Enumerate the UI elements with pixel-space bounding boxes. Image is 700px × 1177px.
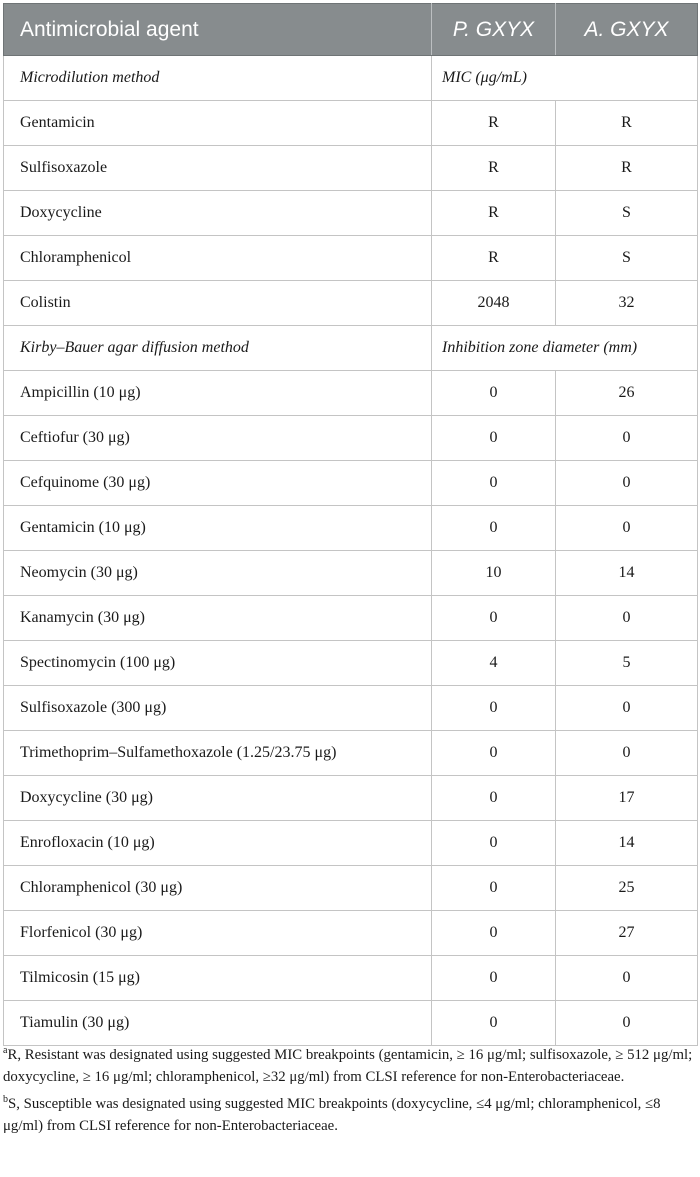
- footnote-b: [3, 1089, 695, 1137]
- section-row: [4, 326, 698, 371]
- table-row: [4, 641, 698, 686]
- footnotes: [3, 1040, 695, 1137]
- agent-cell: Neomycin (30 μg): [4, 551, 432, 596]
- footnote-text: R, Resistant was designated using suggested MIC breakpoints (gentamicin, ≥ 16 μg/ml; sulfisoxazole, ≥ 512 μg/ml; doxycycline, ≥ 16 μg/ml; chloramphenicol, ≥32 μg/ml) from CLSI reference for non-Enterobacteriaceae.: [3, 1047, 693, 1085]
- section-measure: Inhibition zone diameter (mm): [432, 326, 698, 371]
- agent-cell: Florfenicol (30 μg): [4, 911, 432, 956]
- a-gxyx-cell: 0: [556, 416, 698, 461]
- table-row: [4, 866, 698, 911]
- table-row: [4, 686, 698, 731]
- table-row: [4, 551, 698, 596]
- table-row: [4, 101, 698, 146]
- table-row: [4, 371, 698, 416]
- p-gxyx-cell: 0: [432, 776, 556, 821]
- footnote-mark: a: [3, 1045, 8, 1056]
- table-row: [4, 1001, 698, 1046]
- table-row: [4, 776, 698, 821]
- p-gxyx-cell: R: [432, 101, 556, 146]
- agent-cell: Chloramphenicol (30 μg): [4, 866, 432, 911]
- a-gxyx-cell: 0: [556, 1001, 698, 1046]
- a-gxyx-cell: 0: [556, 506, 698, 551]
- a-gxyx-cell: 32: [556, 281, 698, 326]
- p-gxyx-cell: 0: [432, 416, 556, 461]
- a-gxyx-cell: 14: [556, 821, 698, 866]
- agent-cell: Ceftiofur (30 μg): [4, 416, 432, 461]
- agent-cell: Cefquinome (30 μg): [4, 461, 432, 506]
- agent-cell: Tiamulin (30 μg): [4, 1001, 432, 1046]
- a-gxyx-cell: 0: [556, 731, 698, 776]
- header-p-gxyx: P. GXYX: [432, 4, 556, 56]
- p-gxyx-cell: R: [432, 236, 556, 281]
- p-gxyx-cell: 10: [432, 551, 556, 596]
- section-label: Microdilution method: [4, 56, 432, 101]
- table-body: [4, 56, 698, 1046]
- document: [0, 3, 700, 1134]
- a-gxyx-cell: R: [556, 101, 698, 146]
- table-row: [4, 191, 698, 236]
- p-gxyx-cell: 0: [432, 911, 556, 956]
- footnote-mark: b: [3, 1094, 8, 1105]
- table-row: [4, 506, 698, 551]
- table-row: [4, 236, 698, 281]
- p-gxyx-cell: R: [432, 191, 556, 236]
- table-row: [4, 731, 698, 776]
- agent-cell: Enrofloxacin (10 μg): [4, 821, 432, 866]
- a-gxyx-cell: 14: [556, 551, 698, 596]
- table-row: [4, 821, 698, 866]
- agent-cell: Ampicillin (10 μg): [4, 371, 432, 416]
- a-gxyx-cell: 0: [556, 686, 698, 731]
- a-gxyx-cell: 27: [556, 911, 698, 956]
- agent-cell: Sulfisoxazole (300 μg): [4, 686, 432, 731]
- footnote-a: [3, 1040, 695, 1088]
- table-row: [4, 596, 698, 641]
- a-gxyx-cell: 0: [556, 461, 698, 506]
- p-gxyx-cell: 0: [432, 371, 556, 416]
- a-gxyx-cell: R: [556, 146, 698, 191]
- p-gxyx-cell: 0: [432, 866, 556, 911]
- section-measure: MIC (μg/mL): [432, 56, 698, 101]
- p-gxyx-cell: R: [432, 146, 556, 191]
- antimicrobial-table: [3, 3, 698, 1046]
- agent-cell: Tilmicosin (15 μg): [4, 956, 432, 1001]
- table-row: [4, 281, 698, 326]
- p-gxyx-cell: 0: [432, 506, 556, 551]
- a-gxyx-cell: 26: [556, 371, 698, 416]
- p-gxyx-cell: 0: [432, 686, 556, 731]
- a-gxyx-cell: 0: [556, 596, 698, 641]
- agent-cell: Spectinomycin (100 μg): [4, 641, 432, 686]
- agent-cell: Trimethoprim–Sulfamethoxazole (1.25/23.75 μg): [4, 731, 432, 776]
- p-gxyx-cell: 4: [432, 641, 556, 686]
- agent-cell: Gentamicin: [4, 101, 432, 146]
- section-row: [4, 56, 698, 101]
- p-gxyx-cell: 0: [432, 731, 556, 776]
- a-gxyx-cell: S: [556, 191, 698, 236]
- footnote-text: S, Susceptible was designated using suggested MIC breakpoints (doxycycline, ≤4 μg/ml; chloramphenicol, ≤8 μg/ml) from CLSI reference for non-Enterobacteriaceae.: [3, 1096, 661, 1134]
- a-gxyx-cell: 0: [556, 956, 698, 1001]
- table-row: [4, 911, 698, 956]
- table-header-row: [4, 4, 698, 56]
- section-label: Kirby–Bauer agar diffusion method: [4, 326, 432, 371]
- p-gxyx-cell: 0: [432, 596, 556, 641]
- agent-cell: Chloramphenicol: [4, 236, 432, 281]
- a-gxyx-cell: S: [556, 236, 698, 281]
- table-row: [4, 146, 698, 191]
- p-gxyx-cell: 2048: [432, 281, 556, 326]
- agent-cell: Doxycycline: [4, 191, 432, 236]
- agent-cell: Kanamycin (30 μg): [4, 596, 432, 641]
- p-gxyx-cell: 0: [432, 461, 556, 506]
- agent-cell: Colistin: [4, 281, 432, 326]
- table-row: [4, 416, 698, 461]
- a-gxyx-cell: 17: [556, 776, 698, 821]
- p-gxyx-cell: 0: [432, 821, 556, 866]
- agent-cell: Sulfisoxazole: [4, 146, 432, 191]
- table-row: [4, 956, 698, 1001]
- agent-cell: Gentamicin (10 μg): [4, 506, 432, 551]
- p-gxyx-cell: 0: [432, 1001, 556, 1046]
- p-gxyx-cell: 0: [432, 956, 556, 1001]
- table-row: [4, 461, 698, 506]
- header-agent: Antimicrobial agent: [4, 4, 432, 56]
- a-gxyx-cell: 5: [556, 641, 698, 686]
- agent-cell: Doxycycline (30 μg): [4, 776, 432, 821]
- header-a-gxyx: A. GXYX: [556, 4, 698, 56]
- a-gxyx-cell: 25: [556, 866, 698, 911]
